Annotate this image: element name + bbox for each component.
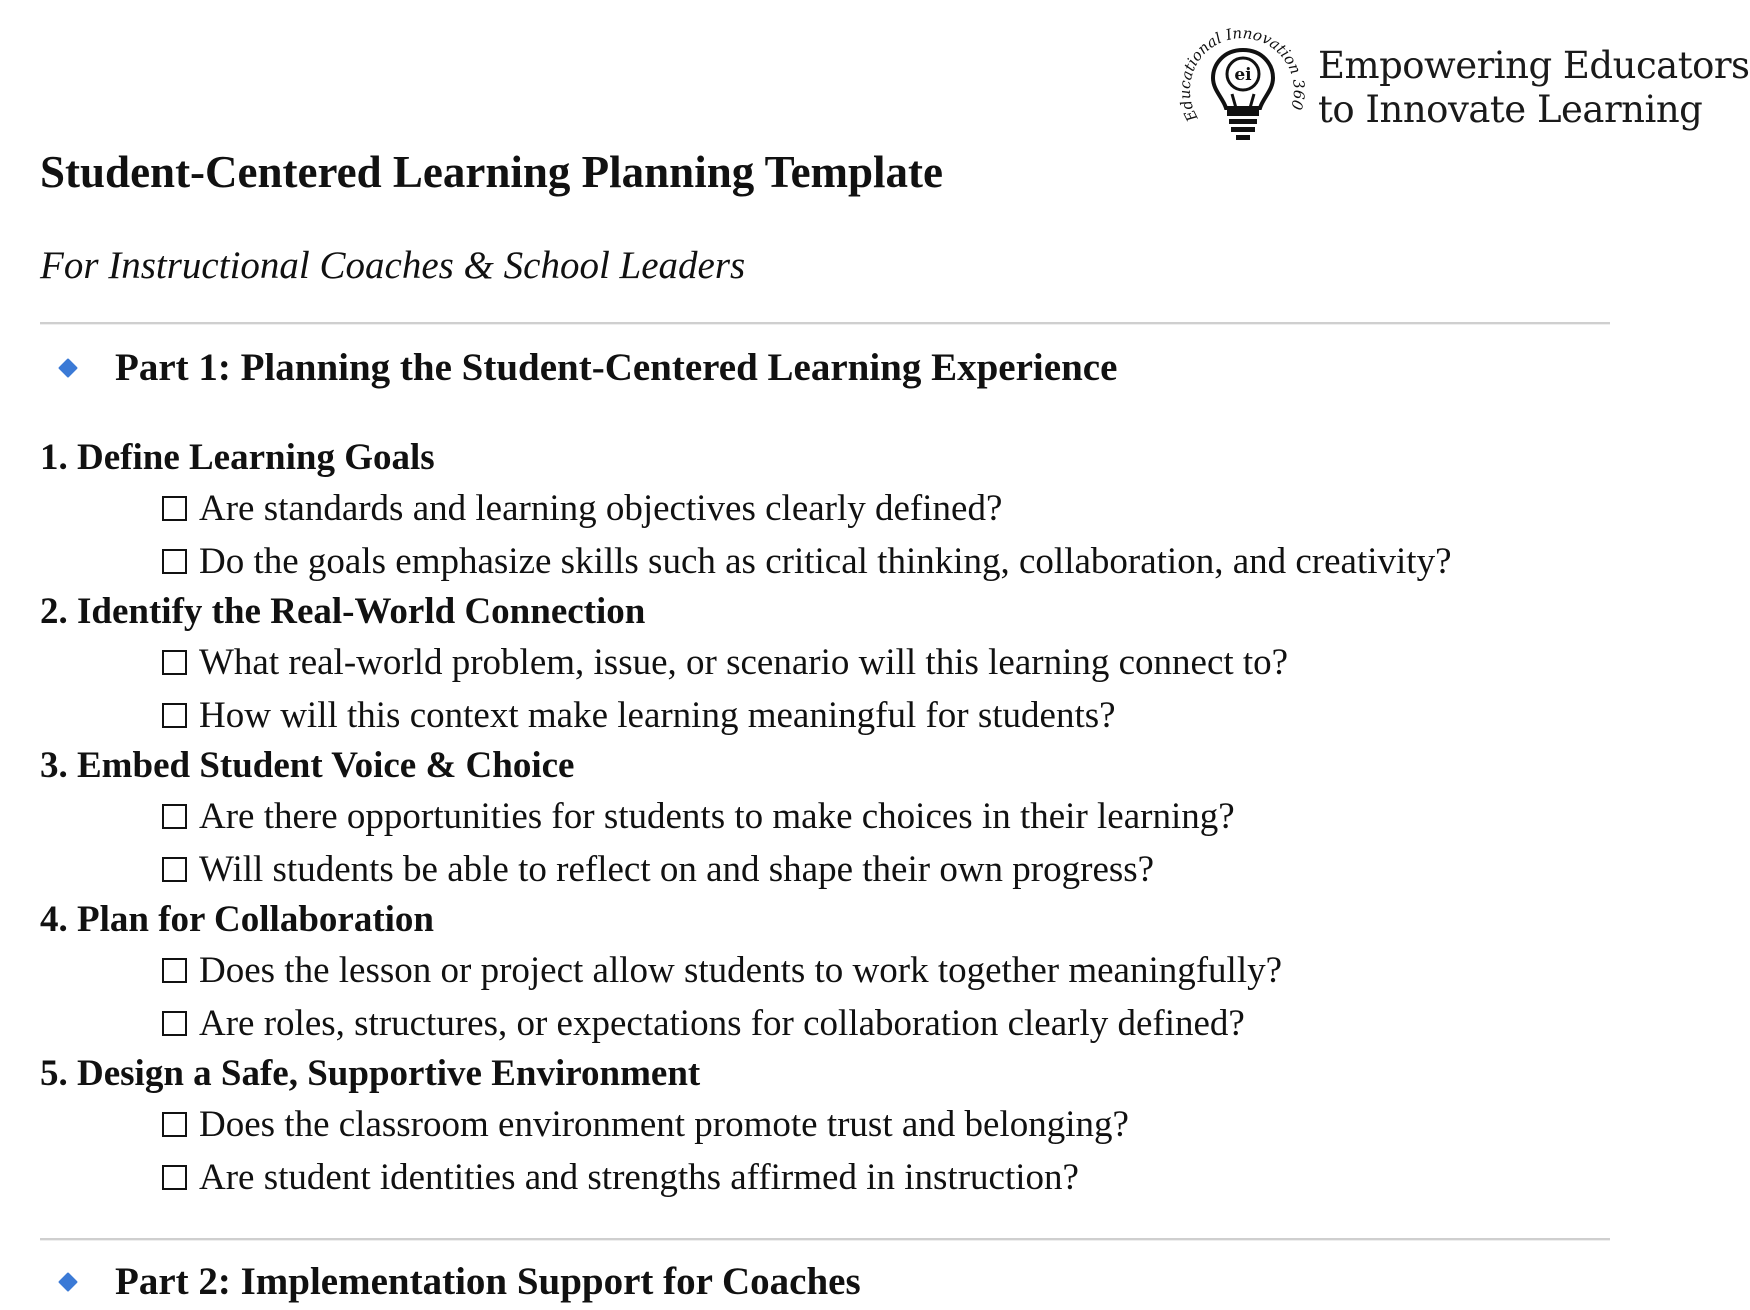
- logo-monogram: ei: [1234, 65, 1252, 85]
- part-1-heading: [55, 344, 1117, 392]
- checklist-item-text: Are student identities and strengths affirmed in instruction?: [199, 1156, 1079, 1198]
- brand-logo: [1168, 10, 1750, 160]
- checkbox-icon[interactable]: [162, 857, 187, 882]
- section-plan-collaboration: [40, 896, 1640, 1050]
- checklist-item: [162, 482, 1640, 535]
- checklist-item: [162, 944, 1640, 997]
- checklist-item: [162, 1151, 1640, 1204]
- section-heading: 2. Identify the Real-World Connection: [40, 591, 646, 632]
- checklist-item: [162, 790, 1640, 843]
- checklist-item-text: Are roles, structures, or expectations for collaboration clearly defined?: [199, 1002, 1245, 1044]
- part-1-heading-text: Part 1: Planning the Student-Centered Learning Experience: [115, 346, 1118, 389]
- checkbox-icon[interactable]: [162, 1165, 187, 1190]
- lightbulb-logo-icon: [1168, 10, 1318, 160]
- checklist-item: [162, 535, 1640, 588]
- section-divider: [40, 1238, 1610, 1241]
- checklist-item: [162, 843, 1640, 896]
- checkbox-icon[interactable]: [162, 650, 187, 675]
- logo-circle-text: Educational Innovation 360: [1175, 23, 1309, 125]
- section-heading: 1. Define Learning Goals: [40, 437, 435, 478]
- section-heading: 4. Plan for Collaboration: [40, 899, 434, 940]
- logo-tagline: [1318, 44, 1750, 132]
- checklist-sections: [40, 434, 1640, 1204]
- checklist-item-text: Does the lesson or project allow students to work together meaningfully?: [199, 949, 1283, 991]
- part-2-heading: [55, 1258, 861, 1306]
- checkbox-icon[interactable]: [162, 1011, 187, 1036]
- part-2-heading-text: Part 2: Implementation Support for Coaches: [115, 1260, 861, 1303]
- document-title: Student-Centered Learning Planning Template: [40, 147, 944, 197]
- checklist-item: [162, 1098, 1640, 1151]
- diamond-bullet-icon: [58, 1272, 78, 1292]
- logo-tagline-line2: to Innovate Learning: [1318, 88, 1703, 131]
- checklist-item-text: Does the classroom environment promote trust and belonging?: [199, 1103, 1129, 1145]
- checkbox-icon[interactable]: [162, 496, 187, 521]
- logo-tagline-line1: Empowering Educators: [1318, 44, 1750, 87]
- diamond-bullet-icon: [58, 358, 78, 378]
- section-heading: 5. Design a Safe, Supportive Environment: [40, 1053, 701, 1094]
- checklist-item: [162, 997, 1640, 1050]
- checklist-item: [162, 636, 1640, 689]
- document-subtitle: For Instructional Coaches & School Leaders: [40, 244, 746, 287]
- checkbox-icon[interactable]: [162, 549, 187, 574]
- section-divider: [40, 322, 1610, 325]
- checkbox-icon[interactable]: [162, 1112, 187, 1137]
- section-define-learning-goals: [40, 434, 1640, 588]
- checklist-item-text: Will students be able to reflect on and shape their own progress?: [199, 848, 1155, 890]
- checklist-item: [162, 689, 1640, 742]
- section-student-voice-choice: [40, 742, 1640, 896]
- checklist-item-text: What real-world problem, issue, or scenario will this learning connect to?: [199, 641, 1289, 683]
- section-real-world-connection: [40, 588, 1640, 742]
- section-safe-environment: [40, 1050, 1640, 1204]
- checklist-item-text: Are standards and learning objectives clearly defined?: [199, 487, 1003, 529]
- section-heading: 3. Embed Student Voice & Choice: [40, 745, 575, 786]
- checklist-item-text: Are there opportunities for students to make choices in their learning?: [199, 795, 1235, 837]
- checkbox-icon[interactable]: [162, 958, 187, 983]
- checklist-item-text: Do the goals emphasize skills such as critical thinking, collaboration, and creativity?: [199, 540, 1452, 582]
- checkbox-icon[interactable]: [162, 703, 187, 728]
- checkbox-icon[interactable]: [162, 804, 187, 829]
- checklist-item-text: How will this context make learning meaningful for students?: [199, 694, 1116, 736]
